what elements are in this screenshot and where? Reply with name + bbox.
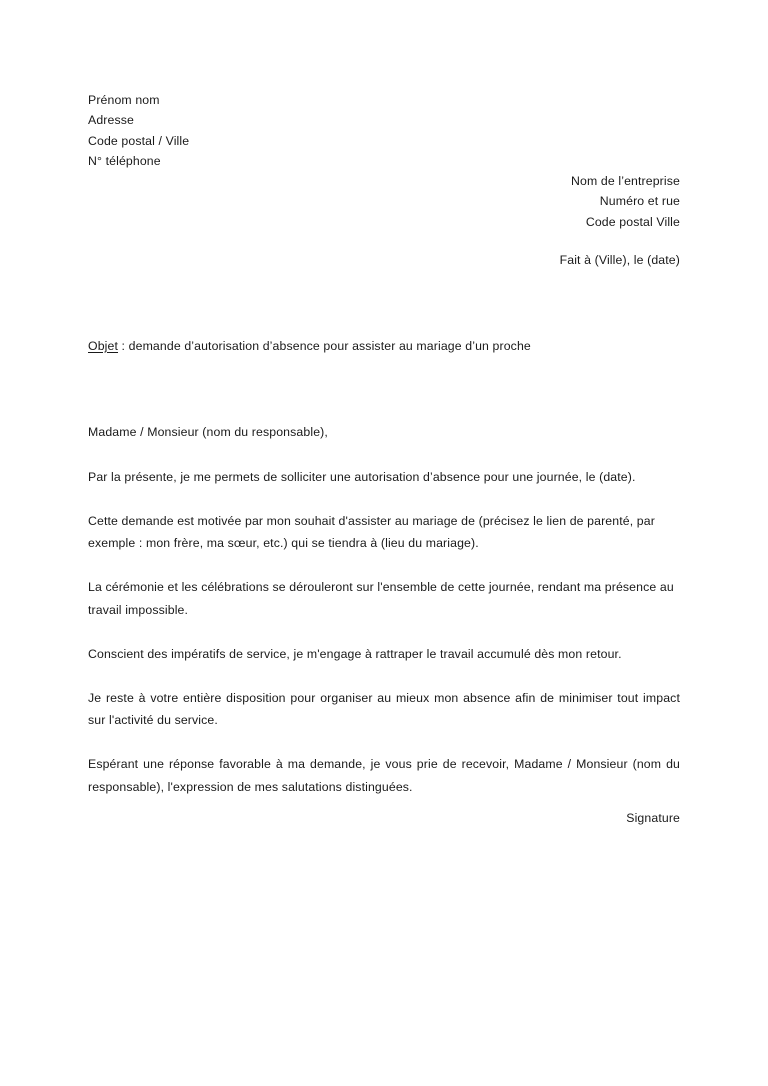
sender-address-block [88, 90, 488, 172]
sender-line-name: Prénom nom [88, 93, 160, 107]
body-paragraph-5: Je reste à votre entière disposition pour organiser au mieux mon absence afin de minimiser tout impact sur l'activité du service. [88, 690, 680, 728]
place-date-text: Fait à (Ville), le (date) [559, 253, 680, 267]
subject-line [88, 336, 680, 356]
place-date-block [260, 250, 680, 270]
signature-block [260, 808, 680, 828]
recipient-address-block [260, 171, 680, 232]
signature-label: Signature [626, 811, 680, 825]
sender-line-address: Adresse [88, 113, 134, 128]
recipient-line-company: Nom de l’entreprise [571, 174, 680, 188]
subject-block [88, 336, 680, 356]
letter-body [88, 421, 680, 799]
sender-line-postal-city: Code postal / Ville [88, 133, 190, 148]
subject-label: Objet [88, 339, 119, 353]
body-paragraph-4: Conscient des impératifs de service, je m'engage à rattraper le travail accumulé dès mon retour. [88, 646, 622, 661]
body-paragraph-3: La cérémonie et les célébrations se dérouleront sur l'ensemble de cette journée, rendant ma présence au travail impossible. [88, 580, 674, 617]
body-paragraph-6: Espérant une réponse favorable à ma demande, je vous prie de recevoir, Madame / Monsieur (nom du responsable), l'expression de mes salutations distinguées. [88, 757, 680, 794]
salutation: Madame / Monsieur (nom du responsable), [88, 425, 328, 439]
recipient-line-street: Numéro et rue [599, 194, 680, 209]
body-paragraph-2: Cette demande est motivée par mon souhait d'assister au mariage de (précisez le lien de parenté, par exemple : mon frère, ma sœur, etc.) qui se tiendra à (lieu du mariage). [88, 513, 655, 551]
subject-separator: : [118, 339, 129, 353]
recipient-line-postal-city: Code postal Ville [585, 214, 680, 229]
subject-text: demande d’autorisation d’absence pour assister au mariage d’un proche [128, 339, 531, 353]
body-paragraph-1: Par la présente, je me permets de solliciter une autorisation d’absence pour une journée, le (date). [88, 469, 636, 484]
sender-line-phone: N° téléphone [88, 154, 161, 169]
